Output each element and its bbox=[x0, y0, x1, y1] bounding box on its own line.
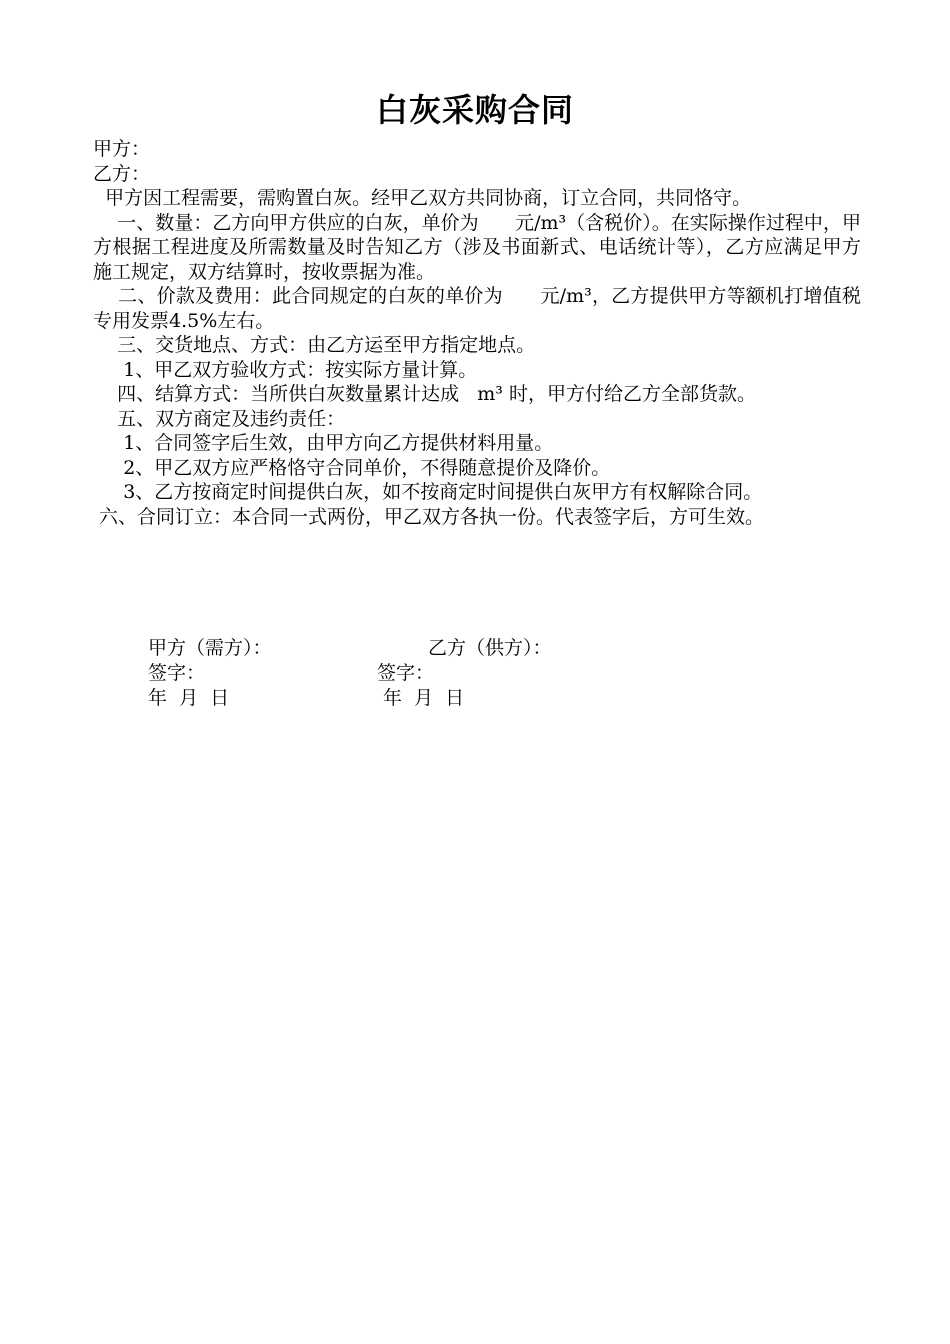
clause-quantity: 一、数量：乙方向甲方供应的白灰，单价为 元/m³（含税价）。在实际操作过程中，甲方根据工程进度及所需数量及时告知乙方（涉及书面新式、电话统计等），乙方应满足甲方施工规定，双方结算时，按收票据为准。 bbox=[93, 211, 861, 283]
clause-price: 二、价款及费用：此合同规定的白灰的单价为 元/m³，乙方提供甲方等额机打增值税专用发票4.5%左右。 bbox=[93, 285, 861, 332]
liability-item-1: 1、合同签字后生效，由甲方向乙方提供材料用量。 bbox=[93, 432, 554, 454]
party-a-line: 甲方： bbox=[93, 138, 151, 160]
liability-item-3: 3、乙方按商定时间提供白灰，如不按商定时间提供白灰甲方有权解除合同。 bbox=[93, 481, 763, 503]
party-b-sign-label: 签字： bbox=[377, 662, 435, 684]
clause-execution: 六、合同订立：本合同一式两份，甲乙双方各执一份。代表签字后，方可生效。 bbox=[93, 505, 765, 528]
intro-paragraph: 甲方因工程需要，需购置白灰。经甲乙双方共同协商，订立合同，共同恪守。 bbox=[93, 187, 752, 209]
party-a-role: 甲方（需方）： bbox=[148, 637, 272, 659]
contract-title: 白灰采购合同 bbox=[375, 91, 574, 129]
party-b-date: 年 月 日 bbox=[383, 687, 465, 709]
clause-settlement: 四、结算方式：当所供白灰数量累计达成 m³ 时，甲方付给乙方全部货款。 bbox=[93, 383, 756, 405]
party-b-line: 乙方： bbox=[93, 162, 151, 185]
party-b-role: 乙方（供方）： bbox=[428, 637, 552, 659]
liability-item-2: 2、甲乙双方应严格恪守合同单价，不得随意提价及降价。 bbox=[93, 456, 611, 479]
party-a-sign-label: 签字： bbox=[148, 662, 206, 684]
party-a-date: 年 月 日 bbox=[148, 687, 230, 709]
clause-liability: 五、双方商定及违约责任： bbox=[93, 407, 346, 430]
clause-delivery: 三、交货地点、方式：由乙方运至甲方指定地点。 bbox=[93, 334, 536, 356]
contract-body bbox=[93, 137, 861, 529]
clause-acceptance: 1、甲乙双方验收方式：按实际方量计算。 bbox=[93, 358, 478, 381]
